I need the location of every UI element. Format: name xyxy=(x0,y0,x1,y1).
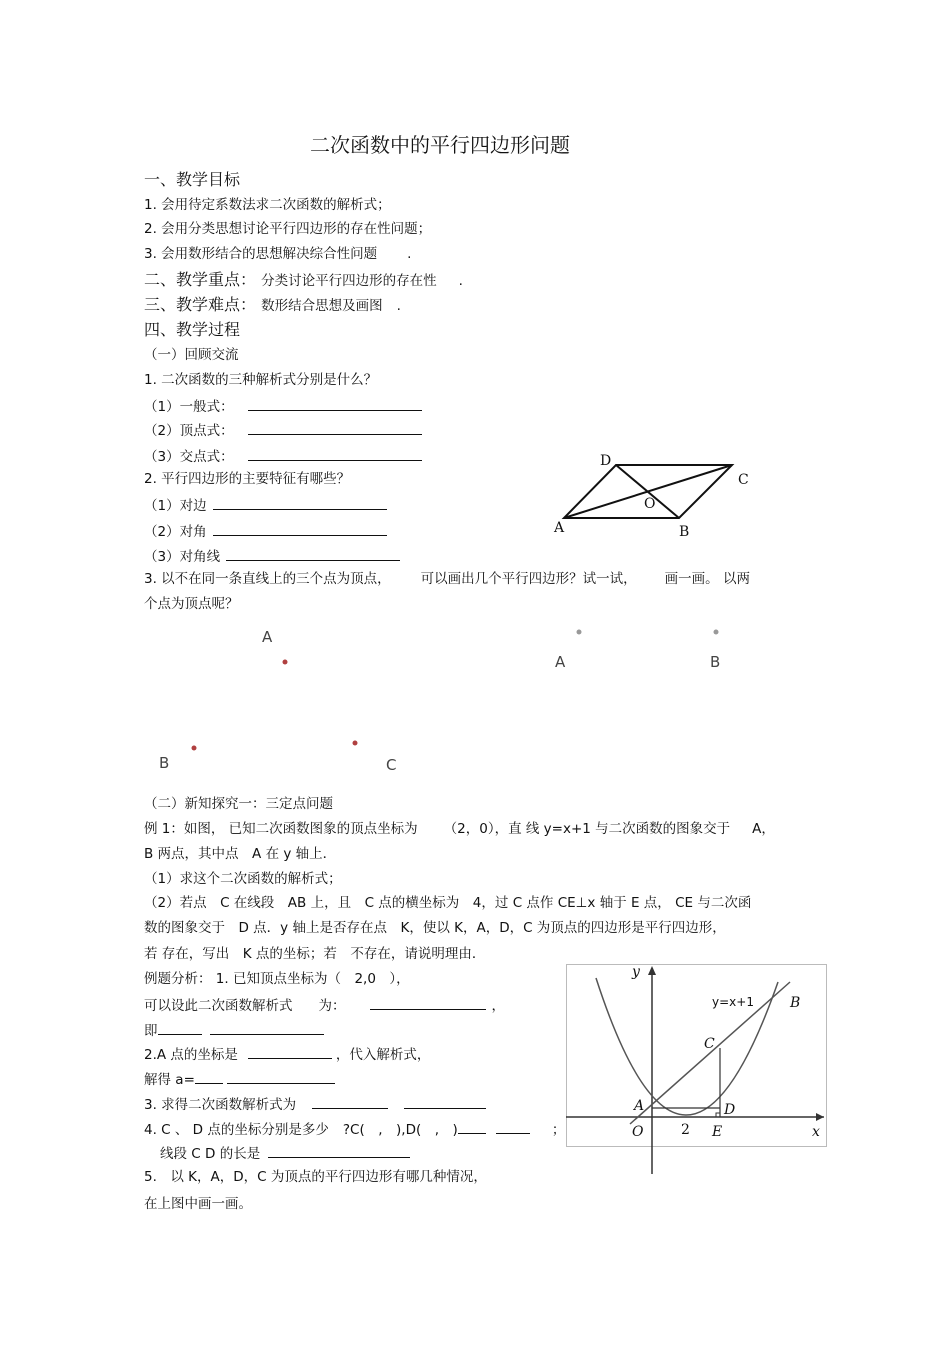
analysis-8 xyxy=(160,1143,410,1163)
three-points-figure xyxy=(150,620,420,780)
analysis-3 xyxy=(144,1020,324,1040)
analysis-7c: ； xyxy=(551,1122,566,1138)
example-1-part-2b: 数的图象交于 D 点．y 轴上是否存在点 K，使以 K，A，D，C 为顶点的四边形是平行四边形， xyxy=(144,920,726,936)
q1c xyxy=(144,446,422,466)
analysis-6-blank-1[interactable] xyxy=(312,1094,388,1109)
q2c-label: （3）对角线 xyxy=(144,549,221,565)
example-1-line-2: B 两点，其中点 A 在 y 轴上． xyxy=(144,846,337,862)
para-label-b: B xyxy=(679,524,690,540)
analysis-8-blank[interactable] xyxy=(268,1143,410,1158)
example-1-part-1: （1）求这个二次函数的解析式； xyxy=(144,871,342,887)
graph-line-label: y=x+1 xyxy=(712,995,754,1009)
function-graph xyxy=(566,964,828,1176)
analysis-6 xyxy=(144,1094,486,1114)
q1c-label: （3）交点式： xyxy=(144,449,234,465)
graph-label-y: y xyxy=(632,964,640,980)
point-c xyxy=(353,741,358,746)
analysis-5 xyxy=(144,1069,335,1089)
two-points-figure xyxy=(548,620,748,680)
analysis-7-blank-1[interactable] xyxy=(458,1119,486,1134)
q3-line-2: 个点为顶点呢？ xyxy=(144,596,239,612)
x-axis-arrow-icon xyxy=(816,1113,824,1121)
analysis-4b: ，代入解析式， xyxy=(335,1047,431,1063)
analysis-9: 5. 以 K，A，D，C 为顶点的平行四边形有哪几种情况， xyxy=(144,1169,487,1185)
q3-line-1 xyxy=(144,570,750,588)
section-3-text: 数形结合思想及画图 xyxy=(261,298,383,314)
q1: 1. 二次函数的三种解析式分别是什么？ xyxy=(144,372,378,388)
graph-label-c: C xyxy=(704,1036,715,1052)
q2b-blank[interactable] xyxy=(213,521,387,536)
graph-label-b: B xyxy=(790,995,801,1011)
graph-label-d: D xyxy=(724,1102,736,1118)
analysis-7b: ?C( , ),D( , ) xyxy=(342,1122,458,1138)
point-2b xyxy=(714,630,719,635)
para-label-o: O xyxy=(644,496,656,512)
analysis-8-label: 线段 C D 的长是 xyxy=(160,1146,261,1162)
goal-3-text: 3. 会用数形结合的思想解决综合性问题 xyxy=(144,246,378,262)
point-label-c: C xyxy=(386,756,397,774)
goal-2: 2. 会用分类思想讨论平行四边形的存在性问题； xyxy=(144,221,432,237)
point-label-a: A xyxy=(262,628,273,646)
analysis-3-blank-1[interactable] xyxy=(158,1020,202,1035)
goal-3: 3. 会用数形结合的思想解决综合性问题 . xyxy=(144,246,412,262)
graph-label-o: O xyxy=(632,1124,644,1140)
q3-line-1b: 可以画出几个平行四边形？试一试， xyxy=(420,571,637,587)
para-label-d: D xyxy=(600,453,612,469)
analysis-7 xyxy=(144,1119,565,1139)
section-4-heading: 四、教学过程 xyxy=(144,320,241,339)
example-1-part-2a: （2）若点 C 在线段 AB 上，且 C 点的横坐标为 4，过 C 点作 CE⊥x 轴于 E 点， CE 与二次函 xyxy=(144,895,752,911)
section-1-heading: 一、教学目标 xyxy=(144,170,241,189)
q2a-label: （1）对边 xyxy=(144,498,207,514)
analysis-6-label: 3. 求得二次函数解析式为 xyxy=(144,1097,297,1113)
example-1c: A， xyxy=(752,821,775,837)
analysis-7a: 4. C 、 D 点的坐标分别是多少 xyxy=(144,1122,329,1138)
q3-line-1a: 3. 以不在同一条直线上的三个点为顶点， xyxy=(144,571,391,587)
section-2-heading: 二、教学重点： xyxy=(144,270,257,289)
q1a-blank[interactable] xyxy=(248,396,422,411)
part-2-heading: （二）新知探究一：三定点问题 xyxy=(144,796,333,812)
analysis-2 xyxy=(144,995,505,1015)
section-2-text: 分类讨论平行四边形的存在性 xyxy=(261,273,437,289)
example-1-line-1 xyxy=(144,820,775,838)
y-axis-arrow-icon xyxy=(648,966,656,975)
graph-label-a: A xyxy=(634,1098,645,1114)
example-1a: 例 1：如图， 已知二次函数图象的顶点坐标为 xyxy=(144,821,418,837)
q2a xyxy=(144,495,387,515)
analysis-5-blank-2[interactable] xyxy=(227,1069,335,1084)
q1a xyxy=(144,396,422,416)
analysis-5-blank-1[interactable] xyxy=(195,1069,223,1084)
parallelogram-figure xyxy=(548,446,758,541)
section-2: 二、教学重点： 分类讨论平行四边形的存在性 . xyxy=(144,270,463,289)
analysis-6-blank-2[interactable] xyxy=(404,1094,486,1109)
graph-label-e: E xyxy=(712,1124,723,1140)
goal-1: 1. 会用待定系数法求二次函数的解析式； xyxy=(144,197,391,213)
q2a-blank[interactable] xyxy=(213,495,387,510)
analysis-2c: ， xyxy=(491,998,505,1014)
point-2a xyxy=(577,630,582,635)
example-1-part-2c: 若 存在，写出 K 点的坐标；若 不存在，请说明理由． xyxy=(144,946,486,962)
analysis-3-blank-2[interactable] xyxy=(210,1020,324,1035)
q2: 2. 平行四边形的主要特征有哪些？ xyxy=(144,471,351,487)
analysis-2b: 为： xyxy=(318,998,346,1014)
page-title: 二次函数中的平行四边形问题 xyxy=(310,133,570,157)
para-label-c: C xyxy=(738,472,749,488)
analysis-4-blank[interactable] xyxy=(248,1044,332,1059)
point2-label-a: A xyxy=(555,653,566,671)
analysis-4 xyxy=(144,1044,430,1064)
q2c xyxy=(144,546,400,566)
q1c-blank[interactable] xyxy=(248,446,422,461)
line-y-x-plus-1 xyxy=(630,982,790,1124)
point-a xyxy=(283,660,288,665)
q3-line-1c: 画一画。 以两 xyxy=(664,571,750,587)
q1a-label: （1）一般式： xyxy=(144,399,234,415)
section-3-heading: 三、教学难点： xyxy=(144,295,257,314)
para-label-a: A xyxy=(554,520,565,536)
q2b xyxy=(144,521,387,541)
section-3: 三、教学难点： 数形结合思想及画图 . xyxy=(144,295,401,314)
analysis-7-blank-2[interactable] xyxy=(496,1119,530,1134)
point2-label-b: B xyxy=(710,653,721,671)
q2c-blank[interactable] xyxy=(226,546,400,561)
analysis-2a: 可以设此二次函数解析式 xyxy=(144,998,293,1014)
analysis-3-label: 即 xyxy=(144,1023,158,1039)
example-1b: （2，0），直 线 y=x+1 与二次函数的图象交于 xyxy=(443,821,731,837)
q1b xyxy=(144,420,422,440)
analysis-4a: 2.A 点的坐标是 xyxy=(144,1047,238,1063)
q1b-blank[interactable] xyxy=(248,420,422,435)
part-1-heading: （一）回顾交流 xyxy=(144,347,239,363)
analysis-5-label: 解得 a= xyxy=(144,1072,195,1088)
analysis-10: 在上图中画一画。 xyxy=(144,1196,252,1212)
q2b-label: （2）对角 xyxy=(144,524,207,540)
graph-label-x: x xyxy=(812,1124,820,1140)
q1b-label: （2）顶点式： xyxy=(144,423,234,439)
analysis-1: 例题分析： 1. 已知顶点坐标为（ 2,0 ）， xyxy=(144,971,410,987)
point-label-b: B xyxy=(159,754,170,772)
point-b xyxy=(192,746,197,751)
analysis-2-blank[interactable] xyxy=(370,995,486,1010)
graph-label-two: 2 xyxy=(681,1122,690,1138)
